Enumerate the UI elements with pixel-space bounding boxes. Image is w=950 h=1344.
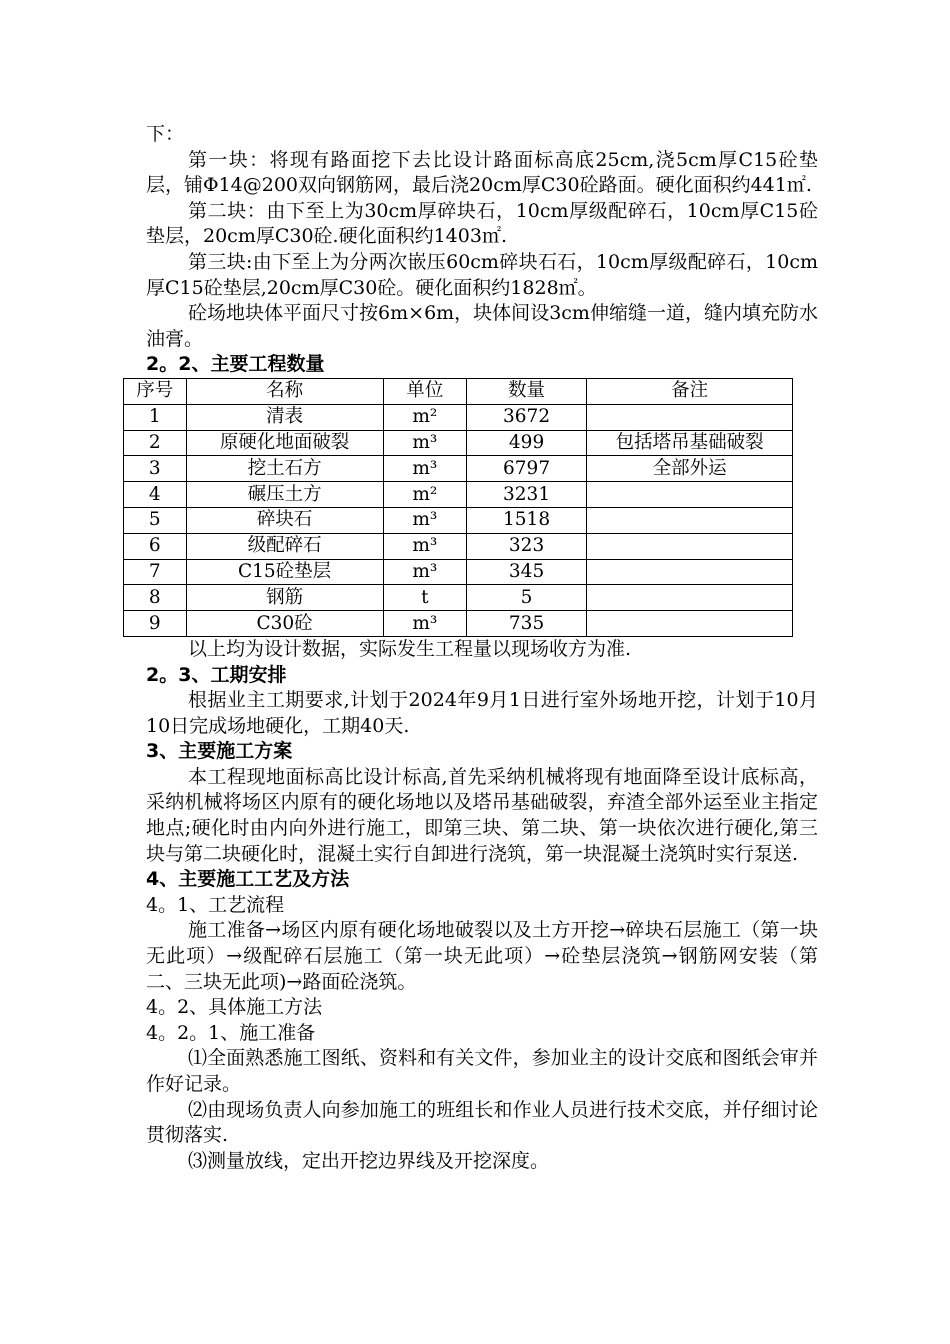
table-cell: m³: [383, 533, 466, 559]
subsection-4-2-heading: 4。2、具体施工方法: [146, 996, 323, 1019]
quantity-table: [123, 378, 793, 637]
table-cell: 6797: [466, 456, 586, 482]
table-cell: 包括塔吊基础破裂: [587, 430, 793, 456]
table-cell: 1518: [466, 507, 586, 533]
table-cell: 2: [124, 430, 187, 456]
preparation-item-3: ⑶测量放线，定出开挖边界线及开挖深度。: [188, 1149, 550, 1172]
table-cell: 3: [124, 456, 187, 482]
table-cell: 7: [124, 559, 187, 585]
table-row: [124, 456, 793, 482]
header-cell: 单位: [383, 378, 466, 404]
table-cell: m²: [383, 482, 466, 508]
table-cell: 3672: [466, 404, 586, 430]
table-cell: 6: [124, 533, 187, 559]
table-cell: 钢筋: [186, 585, 383, 611]
block-two-paragraph: 第二块：由下至上为30cm厚碎块石，10cm厚级配碎石，10cm厚C15砼垫层，20cm厚C30砼.硬化面积约1403㎡.: [146, 199, 818, 248]
table-cell: C30砼: [186, 611, 383, 637]
table-row: [124, 404, 793, 430]
preparation-item-1: ⑴全面熟悉施工图纸、资料和有关文件，参加业主的设计交底和图纸会审并作好记录。: [146, 1047, 818, 1095]
table-cell: 挖土石方: [186, 456, 383, 482]
table-header-row: [124, 378, 793, 404]
section-2-2-heading: 2。2、主要工程数量: [146, 353, 325, 376]
table-cell: [587, 507, 793, 533]
table-cell: m³: [383, 430, 466, 456]
table-cell: m³: [383, 611, 466, 637]
table-cell: [587, 585, 793, 611]
table-cell: 4: [124, 482, 187, 508]
table-note: 以上均为设计数据，实际发生工程量以现场收方为准.: [188, 637, 632, 660]
block-three-paragraph: 第三块:由下至上为分两次嵌压60cm碎块石石，10cm厚级配碎石，10cm厚C15砼垫层,20cm厚C30砼。硬化面积约1828㎡。: [146, 250, 818, 299]
table-row: [124, 533, 793, 559]
process-flow-paragraph: 施工准备→场区内原有硬化场地破裂以及土方开挖→碎块石层施工（第一块无此项）→级配碎石层施工（第一块无此项）→砼垫层浇筑→钢筋网安装（第二、三块无此项)→路面砼浇筑。: [146, 919, 818, 993]
table-cell: m³: [383, 456, 466, 482]
preparation-item-2: ⑵由现场负责人向参加施工的班组长和作业人员进行技术交底，并仔细讨论贯彻落实.: [146, 1098, 818, 1147]
section-4-heading: 4、主要施工工艺及方法: [146, 868, 350, 891]
table-row: [124, 585, 793, 611]
continued-text: 下：: [146, 123, 185, 145]
table-cell: [587, 533, 793, 559]
table-cell: 9: [124, 611, 187, 637]
table-cell: C15砼垫层: [186, 559, 383, 585]
section-2-3-heading: 2。3、工期安排: [146, 663, 287, 686]
header-cell: 名称: [186, 378, 383, 404]
table-cell: 全部外运: [587, 456, 793, 482]
table-row: [124, 611, 793, 637]
header-cell: 备注: [587, 378, 793, 404]
table-row: [124, 559, 793, 585]
schedule-paragraph: 根据业主工期要求,计划于2024年9月1日进行室外场地开挖，计划于10月10日完成场地硬化，工期40天.: [146, 689, 818, 737]
table-cell: m³: [383, 559, 466, 585]
table-cell: [587, 482, 793, 508]
table-cell: 323: [466, 533, 586, 559]
table-cell: 1: [124, 404, 187, 430]
table-cell: 5: [466, 585, 586, 611]
table-cell: t: [383, 585, 466, 611]
joint-paragraph: 砼场地块体平面尺寸按6m×6m，块体间设3cm伸缩缝一道，缝内填充防水油膏。: [146, 302, 818, 350]
table-cell: m³: [383, 507, 466, 533]
table-cell: 原硬化地面破裂: [186, 430, 383, 456]
table-row: [124, 482, 793, 508]
block-one-paragraph: 第一块：将现有路面挖下去比设计路面标高底25cm,浇5cm厚C15砼垫层，铺Φ14@200双向钢筋网，最后浇20cm厚C30砼路面。硬化面积约441㎡.: [146, 148, 818, 197]
table-cell: 5: [124, 507, 187, 533]
table-cell: 345: [466, 559, 586, 585]
table-cell: 级配碎石: [186, 533, 383, 559]
table-cell: 清表: [186, 404, 383, 430]
table-cell: m²: [383, 404, 466, 430]
table-cell: 499: [466, 430, 586, 456]
table-row: [124, 430, 793, 456]
table-cell: 3231: [466, 482, 586, 508]
subsection-4-1-heading: 4。1、工艺流程: [146, 893, 285, 916]
header-cell: 数量: [466, 378, 586, 404]
table-cell: [587, 559, 793, 585]
table-cell: 碾压土方: [186, 482, 383, 508]
subsection-4-2-1-heading: 4。2。1、施工准备: [146, 1021, 316, 1044]
table-cell: 735: [466, 611, 586, 637]
table-row: [124, 507, 793, 533]
section-3-heading: 3、主要施工方案: [146, 740, 293, 763]
table-cell: 8: [124, 585, 187, 611]
table-cell: [587, 611, 793, 637]
construction-plan-paragraph: 本工程现地面标高比设计标高,首先采纳机械将现有地面降至设计底标高，采纳机械将场区内原有的硬化场地以及塔吊基础破裂，弃渣全部外运至业主指定地点;硬化时由内向外进行施工，即第三块、第二块、第一块依次进行硬化,第三块与第二块硬化时，混凝土实行自卸进行浇筑，第一块混凝土浇筑时实行泵送.: [146, 765, 818, 865]
header-cell: 序号: [124, 378, 187, 404]
document-page: [136, 122, 818, 1174]
table-cell: [587, 404, 793, 430]
table-cell: 碎块石: [186, 507, 383, 533]
